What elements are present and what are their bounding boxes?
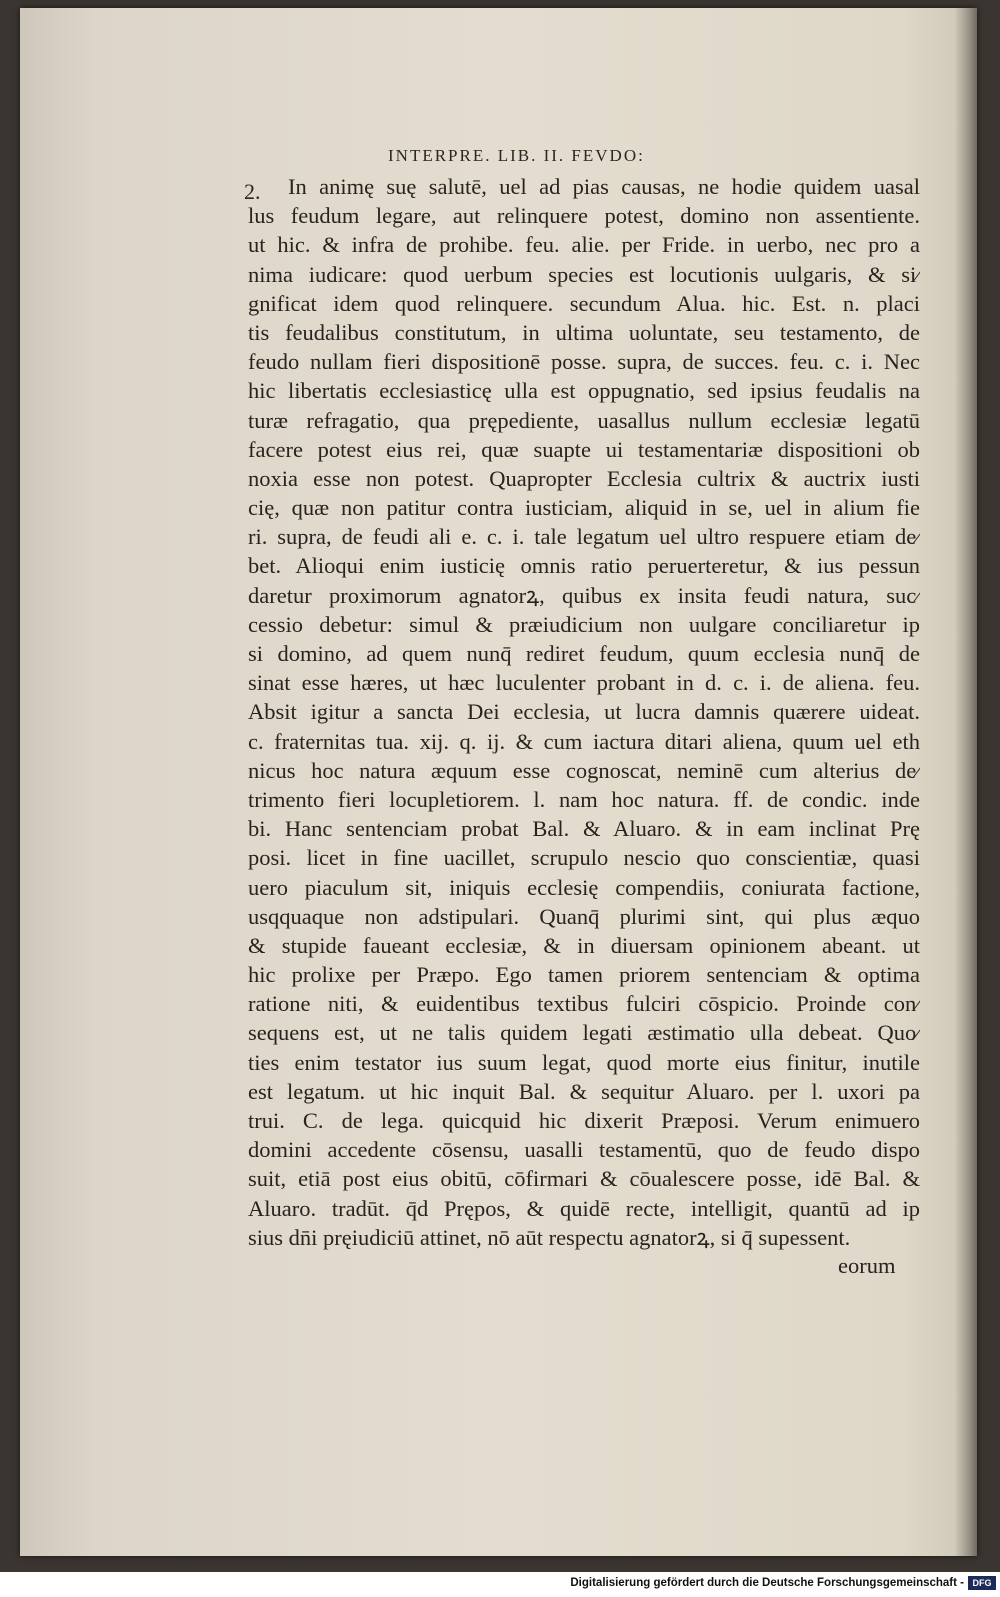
text-line: Absit igitur a sancta Dei ecclesia, ut lucra damnis quærere uideat. xyxy=(248,699,920,725)
text-line: cię, quæ non patitur contra iusticiam, aliquid in se, uel in alium fie xyxy=(248,495,920,521)
text-line: posi. licet in fine uacillet, scrupulo nescio quo conscientiæ, quasi xyxy=(248,845,920,871)
page-edge xyxy=(955,8,977,1556)
text-line: sinat esse hæres, ut hæc luculenter probant in d. c. i. de aliena. feu. xyxy=(248,670,920,696)
footer-bar xyxy=(0,1572,1000,1597)
text-line: hic prolixe per Præpo. Ego tamen priorem sentenciam & optima xyxy=(248,962,920,988)
text-line: usqquaque non adstipulari. Quanq̄ plurimi sint, qui plus æquo xyxy=(248,903,920,929)
text-line: cessio debetur: simul & præiudicium non uulgare conciliaretur ip xyxy=(248,611,920,637)
text-line: ri. supra, de feudi ali e. c. i. tale legatum uel ultro respuere etiam de⁄ xyxy=(248,524,920,550)
text-line: hic libertatis ecclesiasticę ulla est oppugnatio, sed ipsius feudalis na xyxy=(248,378,920,404)
body-text xyxy=(248,172,920,1252)
marginal-number: 2. xyxy=(244,179,261,204)
text-line: trimento fieri locupletiorem. l. nam hoc natura. ff. de condic. inde xyxy=(248,786,920,812)
text-line: turæ refragatio, qua prępediente, uasallus nullum ecclesiæ legatū xyxy=(248,407,920,433)
text-line: nicus hoc natura æquum esse cognoscat, neminē cum alterius de⁄ xyxy=(248,757,920,783)
text-line: tis feudalibus constitutum, in ultima uoluntate, seu testamento, de xyxy=(248,319,920,345)
running-head: INTERPRE. LIB. II. FEVDO: xyxy=(388,146,645,165)
text-line: sequens est, ut ne talis quidem legati æstimatio ulla debeat. Quo⁄ xyxy=(248,1020,920,1046)
text-line: facere potest eius rei, quæ suapte ui testamentariæ dispositioni ob xyxy=(248,436,920,462)
text-line: est legatum. ut hic inquit Bal. & sequitur Aluaro. per l. uxori pa xyxy=(248,1078,920,1104)
text-line: ut hic. & infra de prohibe. feu. alie. per Fride. in uerbo, nec pro a xyxy=(248,232,920,258)
text-line: & stupide faueant ecclesiæ, & in diuersam opinionem abeant. ut xyxy=(248,932,920,958)
text-line: In animę suę salutē, uel ad pias causas, ne hodie quidem uasal xyxy=(288,174,920,199)
text-line: daretur proximorum agnatorꝝ, quibus ex insita feudi natura, suc⁄ xyxy=(248,582,920,608)
text-line: bet. Alioqui enim iusticię omnis ratio peruerteretur, & ius pessun xyxy=(248,553,920,579)
text-line: Aluaro. tradūt. q̄d Prępos, & quidē recte, intelligit, quantū ad ip xyxy=(248,1195,920,1221)
catchword: eorum xyxy=(838,1253,896,1278)
text-line: trui. C. de lega. quicquid hic dixerit Præposi. Verum enimuero xyxy=(248,1108,920,1133)
text-line: suit, etiā post eius obitū, cōfirmari & cōualescere posse, idē Bal. & xyxy=(248,1166,920,1192)
text-line: c. fraternitas tua. xij. q. ij. & cum iactura ditari aliena, quum uel eth xyxy=(248,728,920,754)
dfg-logo: DFG xyxy=(968,1576,996,1590)
text-line: bi. Hanc sentenciam probat Bal. & Aluaro. & in eam inclinat Prę xyxy=(248,816,920,842)
funding-credit: Digitalisierung gefördert durch die Deutsche Forschungsgemeinschaft - xyxy=(570,1577,964,1589)
text-line: domini accedente cōsensu, uasalli testamentū, quo de feudo dispo xyxy=(248,1137,920,1163)
text-line: gnificat idem quod relinquere. secundum Alua. hic. Est. n. placi xyxy=(248,290,920,316)
text-line: feudo nullam fieri dispositionē posse. supra, de succes. feu. c. i. Nec xyxy=(248,349,920,375)
text-line: si domino, ad quem nunq̄ rediret feudum, quum ecclesia nunq̄ de xyxy=(248,641,920,666)
text-line: ties enim testator ius suum legat, quod morte eius finitur, inutile xyxy=(248,1049,920,1075)
text-line: nima iudicare: quod uerbum species est locutionis uulgaris, & si⁄ xyxy=(248,261,920,287)
text-line: uero piaculum sit, iniquis ecclesię compendiis, coniurata factione, xyxy=(248,874,920,900)
text-line: noxia esse non potest. Quapropter Ecclesia cultrix & auctrix iusti xyxy=(248,465,920,491)
text-line: lus feudum legare, aut relinquere potest, domino non assentiente. xyxy=(248,203,920,229)
text-line: ratione niti, & euidentibus textibus fulciri cōspicio. Proinde con⁄ xyxy=(248,991,920,1017)
text-line: sius dn̄i pręiudiciū attinet, nō aūt respectu agnatorꝝ, si q̄ supessent. xyxy=(248,1224,851,1250)
